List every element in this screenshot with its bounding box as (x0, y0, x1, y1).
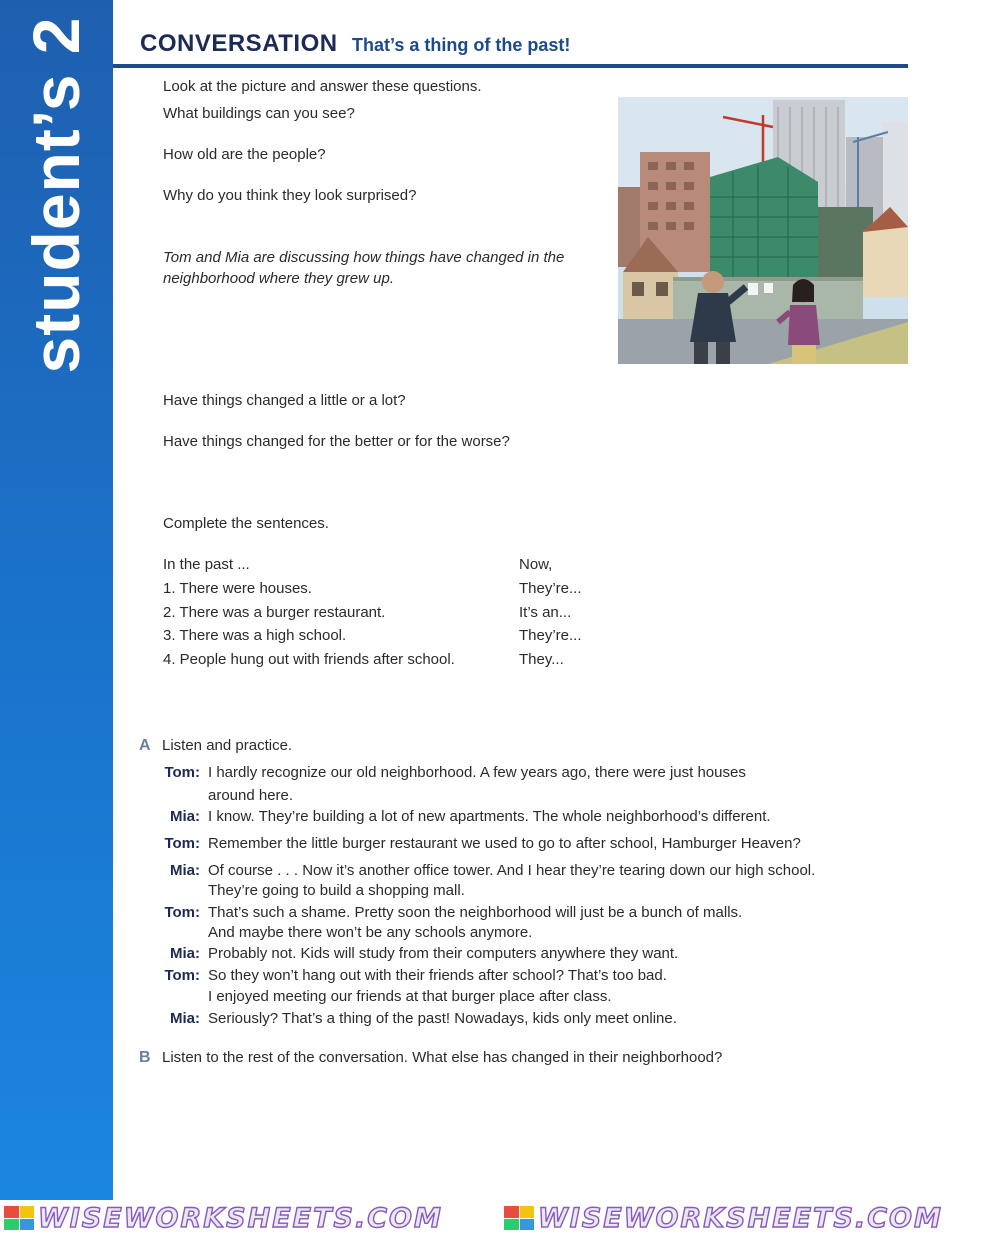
watermark-text: WISEWORKSHEETS.COM (38, 1202, 443, 1234)
followup-question-1: Have things changed a little or a lot? (163, 392, 406, 409)
watermark-logo-icon (4, 1206, 34, 1230)
now-row-1: They’re... (519, 580, 582, 597)
speaker-tom: Tom: (164, 904, 200, 921)
dialogue-line: They’re going to build a shopping mall. (208, 882, 465, 899)
page-title: CONVERSATION (140, 30, 338, 57)
watermark-logo-icon (504, 1206, 534, 1230)
past-row-4: 4. People hung out with friends after school. (163, 651, 455, 668)
footer-watermark (0, 1200, 1000, 1236)
dialogue-line: Remember the little burger restaurant we used to go to after school, Hamburger Heaven? (208, 835, 801, 852)
past-row-1: 1. There were houses. (163, 580, 312, 597)
now-row-4: They... (519, 651, 564, 668)
dialogue-line: That’s such a shame. Pretty soon the neighborhood will just be a bunch of malls. (208, 904, 743, 921)
section-b-instruction: Listen to the rest of the conversation. What else has changed in their neighborhood? (162, 1049, 723, 1066)
dialogue-line: Seriously? That’s a thing of the past! Nowadays, kids only meet online. (208, 1010, 677, 1027)
now-row-3: They’re... (519, 627, 582, 644)
section-b-letter: B (139, 1049, 151, 1066)
question-1: What buildings can you see? (163, 105, 355, 122)
speaker-tom: Tom: (164, 835, 200, 852)
context-text: Tom and Mia are discussing how things have changed in the neighborhood where they grew up. (163, 249, 565, 287)
now-row-2: It’s an... (519, 604, 572, 621)
dialogue-line: Of course . . . Now it’s another office tower. And I hear they’re tearing down our high school. (208, 862, 816, 879)
question-2: How old are the people? (163, 146, 326, 163)
speaker-mia: Mia: (170, 1010, 200, 1027)
sidebar-banner (0, 0, 113, 1200)
now-header: Now, (519, 556, 553, 573)
past-row-2: 2. There was a burger restaurant. (163, 604, 386, 621)
speaker-mia: Mia: (170, 808, 200, 825)
dialogue-line: And maybe there won’t be any schools anymore. (208, 924, 533, 941)
city-street-illustration-icon (618, 97, 908, 364)
intro-instruction: Look at the picture and answer these questions. (163, 78, 482, 95)
watermark-block (504, 1203, 1000, 1234)
dialogue-line: I enjoyed meeting our friends at that burger place after class. (208, 988, 612, 1005)
speaker-tom: Tom: (164, 967, 200, 984)
question-3: Why do you think they look surprised? (163, 187, 417, 204)
dialogue-line: around here. (208, 787, 294, 804)
complete-instruction: Complete the sentences. (163, 515, 329, 532)
dialogue-line: I know. They’re building a lot of new apartments. The whole neighborhood’s different. (208, 808, 771, 825)
dialogue-line: Probably not. Kids will study from their computers anywhere they want. (208, 945, 679, 962)
speaker-mia: Mia: (170, 945, 200, 962)
page-header (140, 30, 570, 58)
watermark-text: WISEWORKSHEETS.COM (538, 1202, 943, 1234)
section-a-letter: A (139, 737, 151, 754)
past-header: In the past ... (163, 556, 250, 573)
speaker-tom: Tom: (164, 764, 200, 781)
past-row-3: 3. There was a high school. (163, 627, 347, 644)
section-a-instruction: Listen and practice. (162, 737, 293, 754)
speaker-mia: Mia: (170, 862, 200, 879)
followup-question-2: Have things changed for the better or for the worse? (163, 433, 510, 450)
watermark-block (4, 1203, 500, 1234)
dialogue-line: I hardly recognize our old neighborhood. A few years ago, there were just houses (208, 764, 746, 781)
page-subtitle: That’s a thing of the past! (352, 35, 571, 55)
dialogue-line: So they won’t hang out with their friends after school? That’s too bad. (208, 967, 667, 984)
header-rule (113, 64, 908, 68)
sidebar-label: student’s 2 (19, 16, 93, 374)
